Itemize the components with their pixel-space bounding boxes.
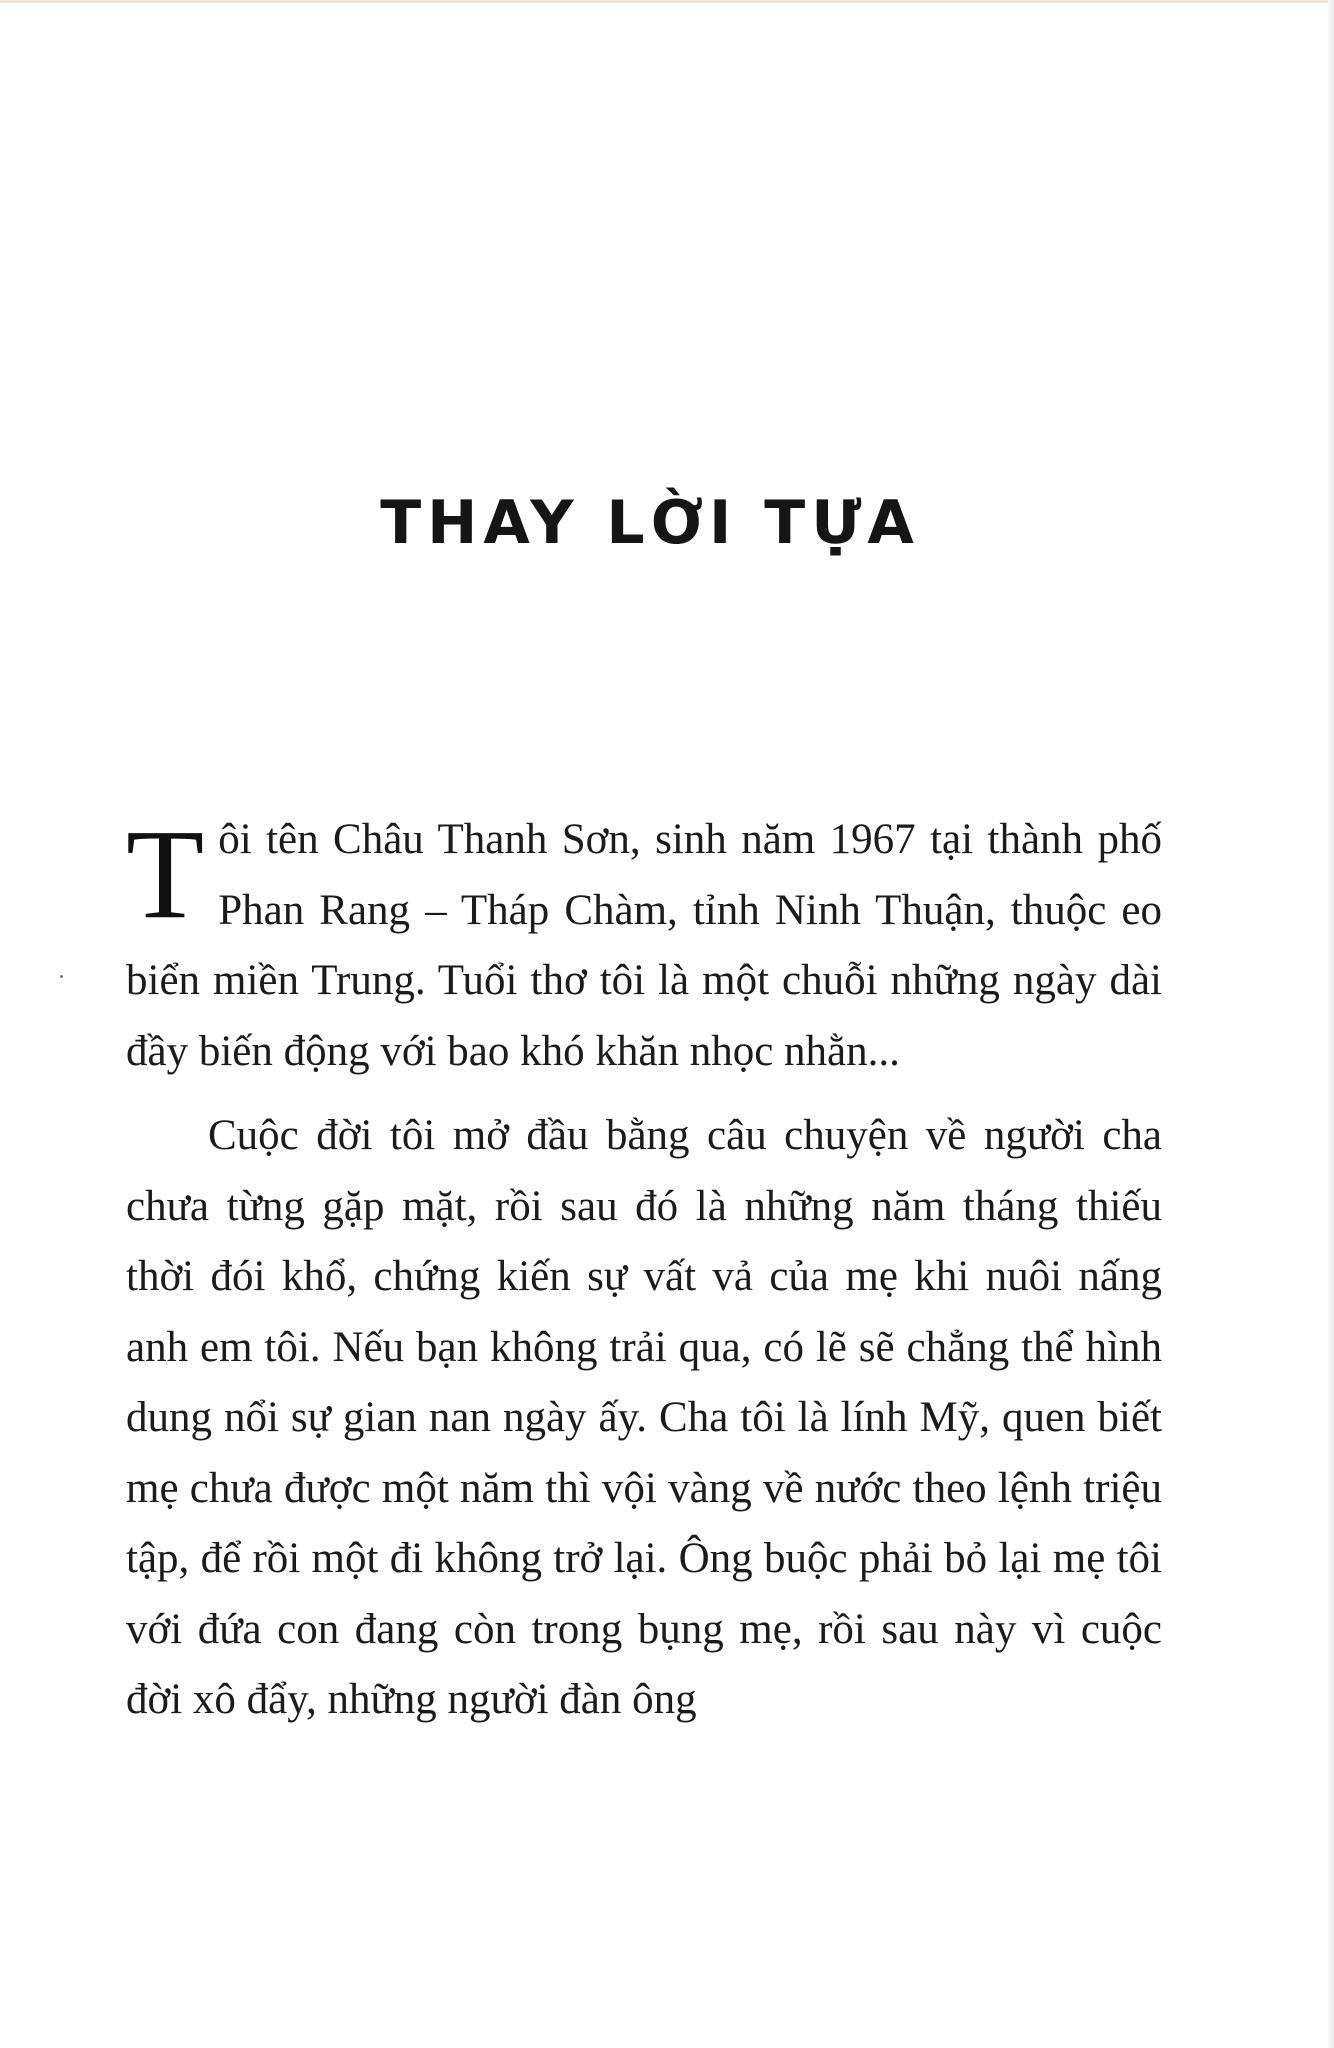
page-top-edge (0, 0, 1334, 3)
chapter-title: THAY LỜI TỰA (380, 488, 920, 558)
paragraph-second: Cuộc đời tôi mở đầu bằng câu chuyện về người cha chưa từng gặp mặt, rồi sau đó là những năm tháng thiếu thời đói khổ, chứng kiến sự vất vả của mẹ khi nuôi nấng anh em tôi. Nếu bạn không trải qua, có lẽ sẽ chẳng thể hình dung nổi sự gian nan ngày ấy. Cha tôi là lính Mỹ, quen biết mẹ chưa được một năm thì vội vàng về nước theo lệnh triệu tập, để rồi một đi không trở lại. Ông buộc phải bỏ lại mẹ tôi với đứa con đang còn trong bụng mẹ, rồi sau này vì cuộc đời xô đẩy, những người đàn ông (126, 1112, 1162, 1723)
page-right-edge (1328, 0, 1334, 2048)
paragraph-first-text: ôi tên Châu Thanh Sơn, sinh năm 1967 tại thành phố Phan Rang – Tháp Chàm, tỉnh Ninh Thuận, thuộc eo biển miền Trung. Tuổi thơ tôi là một chuỗi những ngày dài đầy biến động với bao khó khăn nhọc nhằn... (126, 816, 1162, 1075)
drop-cap: T (126, 803, 205, 945)
print-speck (60, 975, 63, 978)
body-text (126, 805, 1162, 1736)
paragraph-first (126, 805, 1162, 1087)
